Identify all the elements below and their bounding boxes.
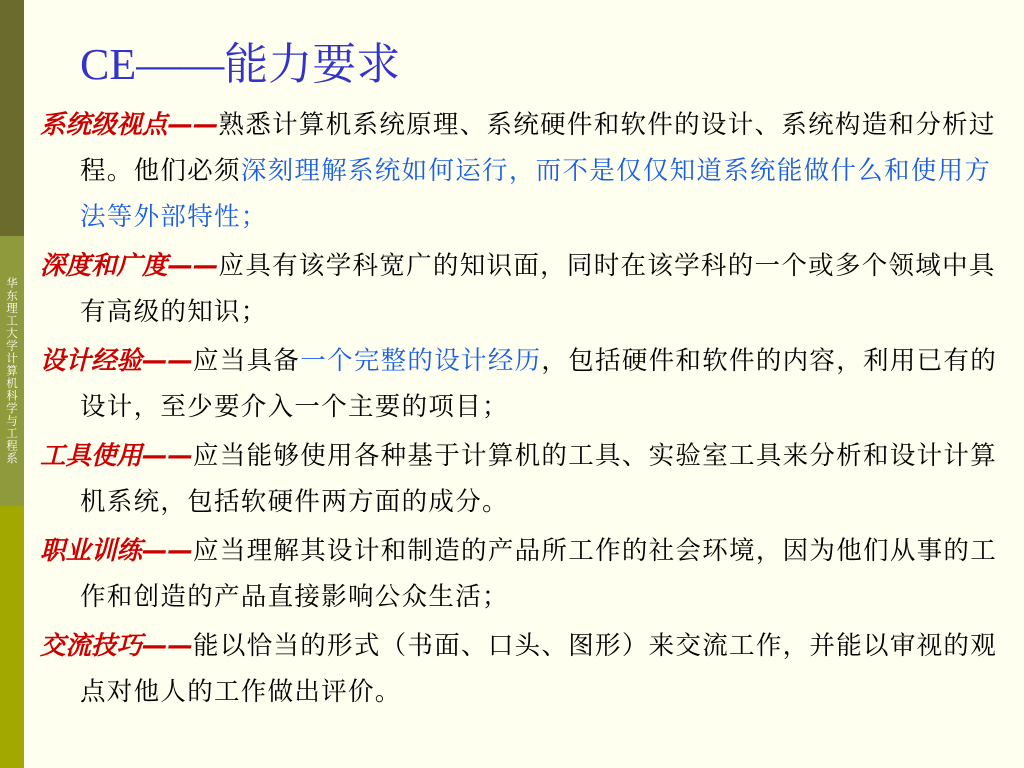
requirement-text: 能以恰当的形式（书面、口头、图形）来交流工作，并能以审视的观点对他人的工作做出评价。 bbox=[80, 631, 998, 707]
requirement-text: 应具有该学科宽广的知识面，同时在该学科的一个或多个领域中具有高级的知识； bbox=[80, 251, 996, 327]
requirement-text-after: ，包括硬件和软件的内容，利用已有的设计，至少要介入一个主要的项目； bbox=[80, 346, 998, 422]
sidebar-band-top bbox=[0, 0, 24, 236]
requirement-text: 应当具备 bbox=[193, 346, 301, 376]
requirement-highlight: 一个完整的设计经历 bbox=[300, 346, 542, 376]
requirement-item bbox=[40, 528, 1005, 620]
requirement-text: 应当能够使用各种基于计算机的工具、实验室工具来分析和设计计算机系统，包括软硬件两方面的成分。 bbox=[80, 441, 998, 517]
sidebar-band-middle bbox=[0, 236, 24, 506]
requirement-item bbox=[40, 623, 1005, 715]
requirement-item bbox=[40, 338, 1005, 430]
requirement-highlight: 深刻理解系统如何运行，而不是仅仅知道系统能做什么和使用方法等外部特性； bbox=[80, 156, 992, 232]
requirement-term: 设计经验—— bbox=[40, 346, 194, 376]
requirement-term: 系统级视点—— bbox=[40, 110, 219, 140]
sidebar bbox=[0, 0, 24, 768]
requirement-item bbox=[40, 433, 1005, 525]
requirement-term: 职业训练—— bbox=[40, 536, 194, 566]
requirement-term: 工具使用—— bbox=[40, 441, 194, 471]
requirement-item bbox=[40, 102, 1005, 240]
requirement-item bbox=[40, 243, 1005, 335]
slide-title: CE——能力要求 bbox=[80, 40, 401, 89]
requirement-term: 深度和广度—— bbox=[40, 251, 219, 281]
requirement-text: 应当理解其设计和制造的产品所工作的社会环境，因为他们从事的工作和创造的产品直接影响公众生活； bbox=[80, 536, 998, 612]
requirements-list bbox=[40, 102, 1005, 718]
sidebar-label: 华东理工大学计算机科学与工程系 bbox=[5, 277, 19, 465]
requirement-term: 交流技巧—— bbox=[40, 631, 194, 661]
sidebar-band-bottom bbox=[0, 506, 24, 768]
requirement-text: 熟悉计算机系统原理、系统硬件和软件的设计、系统构造和分析过程。他们必须 bbox=[80, 110, 996, 186]
